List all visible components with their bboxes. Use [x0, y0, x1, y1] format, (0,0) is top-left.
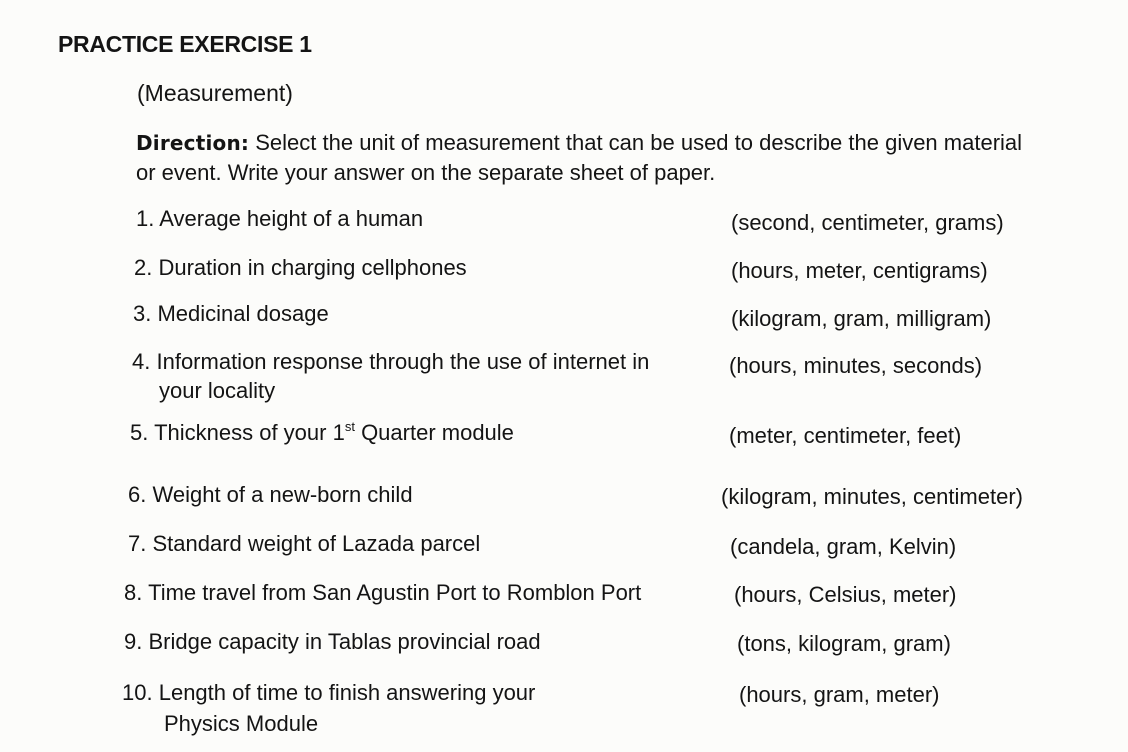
question-text: Weight of a new-born child [152, 482, 413, 507]
question-text-post: Quarter module [354, 420, 514, 445]
question-number: 8. [124, 580, 143, 605]
question-item-4 [132, 347, 649, 405]
question-item-2 [134, 253, 467, 282]
question-options-8: (hours, Celsius, meter) [734, 582, 957, 607]
question-item-7 [128, 529, 480, 558]
exercise-subtitle: (Measurement) [137, 80, 293, 106]
question-text: Average height of a human [159, 206, 424, 231]
question-item-5 [130, 418, 514, 447]
question-number: 5. [130, 420, 149, 445]
question-options-4: (hours, minutes, seconds) [729, 353, 983, 378]
question-text: Standard weight of Lazada parcel [152, 531, 481, 556]
question-number: 6. [128, 482, 147, 507]
question-options-1: (second, centimeter, grams) [731, 210, 1004, 235]
question-options-10: (hours, gram, meter) [739, 682, 940, 707]
question-item-3 [133, 299, 329, 328]
question-item-8 [124, 578, 641, 607]
ordinal-superscript: st [344, 419, 355, 434]
question-number: 9. [124, 629, 143, 654]
question-item-9 [124, 627, 541, 656]
question-item-1 [136, 204, 423, 233]
question-item-6 [128, 480, 413, 509]
direction-paragraph [136, 128, 1036, 188]
question-text: Duration in charging cellphones [158, 255, 467, 280]
question-options-2: (hours, meter, centigrams) [731, 258, 988, 283]
question-number: 3. [133, 301, 152, 326]
question-text-pre: Thickness of your 1 [154, 420, 345, 445]
question-number: 2. [134, 255, 153, 280]
question-item-10 [122, 678, 535, 738]
question-text-line-2: Physics Module [164, 711, 319, 736]
question-number: 7. [128, 531, 147, 556]
direction-text: Select the unit of measurement that can be used to describe the given material or event. Write your answer on the separate sheet of paper. [136, 130, 1023, 185]
question-number: 10. [122, 680, 153, 705]
question-text: Medicinal dosage [157, 301, 329, 326]
exercise-title: PRACTICE EXERCISE 1 [58, 31, 312, 57]
question-text: Time travel from San Agustin Port to Romblon Port [148, 580, 642, 605]
question-text-line-2: your locality [159, 378, 276, 403]
question-options-5: (meter, centimeter, feet) [729, 423, 962, 448]
question-options-6: (kilogram, minutes, centimeter) [721, 484, 1023, 509]
question-text-line-1: Length of time to finish answering your [158, 680, 536, 705]
question-options-3: (kilogram, gram, milligram) [731, 306, 992, 331]
question-text-line-1: Information response through the use of internet in [156, 349, 650, 374]
direction-label: Direction: [136, 131, 250, 155]
question-options-9: (tons, kilogram, gram) [737, 631, 951, 656]
question-text [154, 420, 514, 445]
question-number: 1. [136, 206, 155, 231]
question-number: 4. [132, 349, 151, 374]
question-text: Bridge capacity in Tablas provincial road [148, 629, 541, 654]
question-options-7: (candela, gram, Kelvin) [730, 534, 957, 559]
